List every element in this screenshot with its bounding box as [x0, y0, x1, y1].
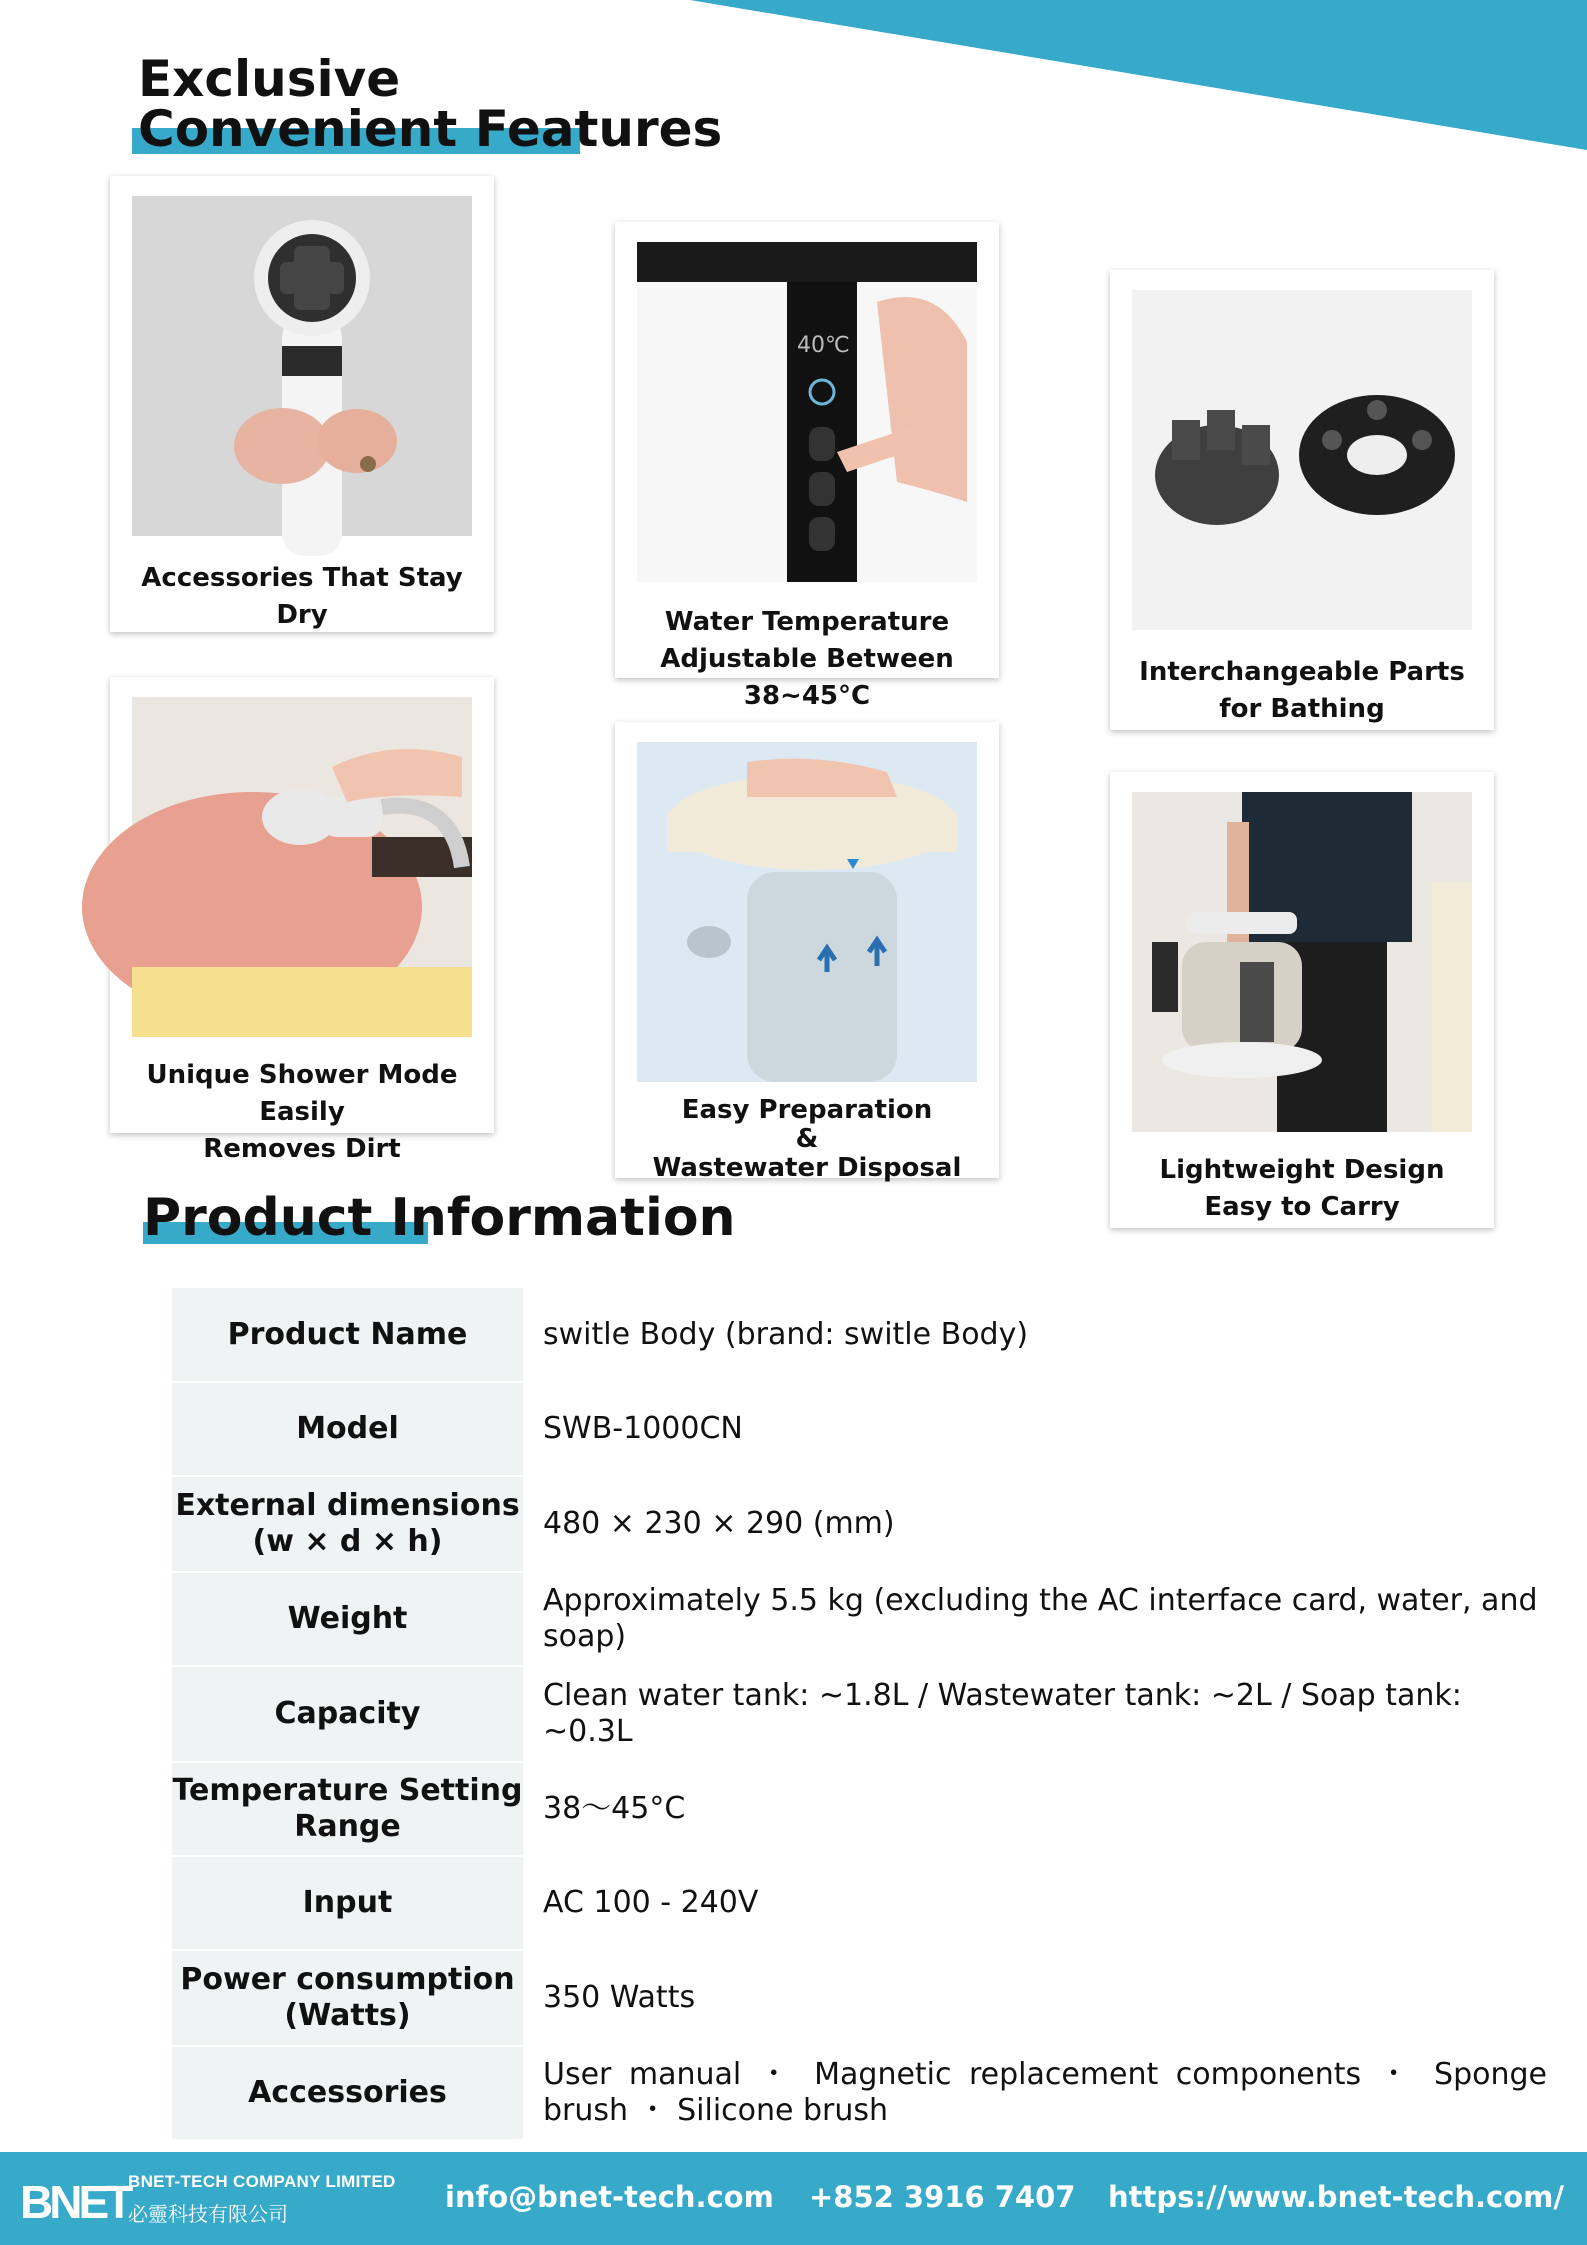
handheld-shower-photo — [132, 196, 472, 536]
feature-card-lightweight — [1110, 772, 1494, 1228]
spec-value: Approximately 5.5 kg (excluding the AC interface card, water, and soap) — [543, 1583, 1538, 1654]
feature-card-temperature — [615, 222, 999, 711]
spec-label: Input — [172, 1856, 523, 1950]
handheld-shower-illustration — [132, 196, 472, 536]
control-panel-illustration — [637, 242, 977, 582]
bnet-logo — [20, 2170, 130, 2228]
brush-heads-illustration — [1132, 290, 1472, 630]
features-heading — [138, 50, 723, 158]
spec-value: 480 × 230 × 290 (mm) — [543, 1506, 895, 1541]
spec-row-dimensions — [172, 1476, 1547, 1572]
water-tank-photo — [637, 742, 977, 1082]
company-name-zh: 必靈科技有限公司 — [128, 2202, 288, 2226]
spec-label: Capacity — [172, 1666, 523, 1762]
water-tank-illustration — [637, 742, 977, 1082]
website-link[interactable]: https://www.bnet-tech.com/ — [1108, 2180, 1564, 2214]
spec-row-input — [172, 1856, 1547, 1950]
heading-line-1: Exclusive — [138, 50, 401, 108]
spec-row-power — [172, 1950, 1547, 2046]
email-link[interactable]: info@bnet-tech.com — [445, 2180, 774, 2214]
carrying-device-illustration — [1132, 792, 1472, 1132]
footer — [0, 2152, 1587, 2245]
feature-card-shower-mode — [110, 677, 494, 1164]
spec-label: Product Name — [172, 1288, 523, 1382]
feature-caption: Lightweight Design Easy to Carry — [1159, 1155, 1445, 1222]
feature-card-interchangeable — [1110, 270, 1494, 730]
spec-table — [172, 1288, 1547, 2141]
company-name-en: BNET-TECH COMPANY LIMITED — [128, 2172, 396, 2191]
product-info-heading — [143, 1188, 736, 1248]
spec-row-model — [172, 1382, 1547, 1476]
spec-value: switle Body (brand: switle Body) — [543, 1317, 1029, 1352]
spec-label: Temperature Setting Range — [172, 1762, 523, 1856]
spec-row-temperature — [172, 1762, 1547, 1856]
product-info-heading-line: Product Information — [143, 1188, 736, 1248]
feature-caption: Interchangeable Parts for Bathing — [1139, 657, 1465, 724]
shower-on-knee-illustration — [132, 697, 472, 1037]
spec-value: User manual ・ Magnetic replacement components ・ Sponge brush ・ Silicone brush — [543, 2057, 1547, 2128]
spec-value: AC 100 - 240V — [543, 1885, 759, 1920]
spec-label: Weight — [172, 1572, 523, 1666]
spec-value: 38～45°C — [543, 1791, 686, 1826]
feature-card-dry-accessories — [110, 176, 494, 632]
shower-on-knee-photo — [132, 697, 472, 1037]
spec-row-product-name — [172, 1288, 1547, 1382]
brush-heads-photo — [1132, 290, 1472, 630]
phone-number[interactable]: +852 3916 7407 — [809, 2180, 1076, 2214]
heading-line-2: Convenient Features — [138, 104, 722, 154]
svg-text:BNET: BNET — [20, 2176, 130, 2228]
spec-value: 350 Watts — [543, 1980, 696, 2015]
feature-caption: Water Temperature Adjustable Between 38~45°C — [660, 607, 954, 711]
spec-label: External dimensions (w × d × h) — [172, 1476, 523, 1572]
spec-value: Clean water tank: ~1.8L / Wastewater tank: ~2L / Soap tank: ~0.3L — [543, 1678, 1462, 1749]
feature-caption: Easy Preparation & Wastewater Disposal — [652, 1095, 962, 1183]
spec-row-capacity — [172, 1666, 1547, 1762]
spec-label: Accessories — [172, 2046, 523, 2140]
svg-text:40℃: 40℃ — [797, 333, 850, 358]
carrying-device-photo — [1132, 792, 1472, 1132]
feature-card-preparation — [615, 722, 999, 1183]
feature-caption: Unique Shower Mode Easily Removes Dirt — [146, 1060, 458, 1164]
spec-row-accessories — [172, 2046, 1547, 2140]
feature-caption: Accessories That Stay Dry — [141, 563, 463, 630]
spec-value: SWB-1000CN — [543, 1411, 743, 1446]
spec-row-weight — [172, 1572, 1547, 1666]
spec-label: Model — [172, 1382, 523, 1476]
spec-label: Power consumption (Watts) — [172, 1950, 523, 2046]
control-panel-photo — [637, 242, 977, 582]
corner-accent-banner — [690, 0, 1587, 150]
